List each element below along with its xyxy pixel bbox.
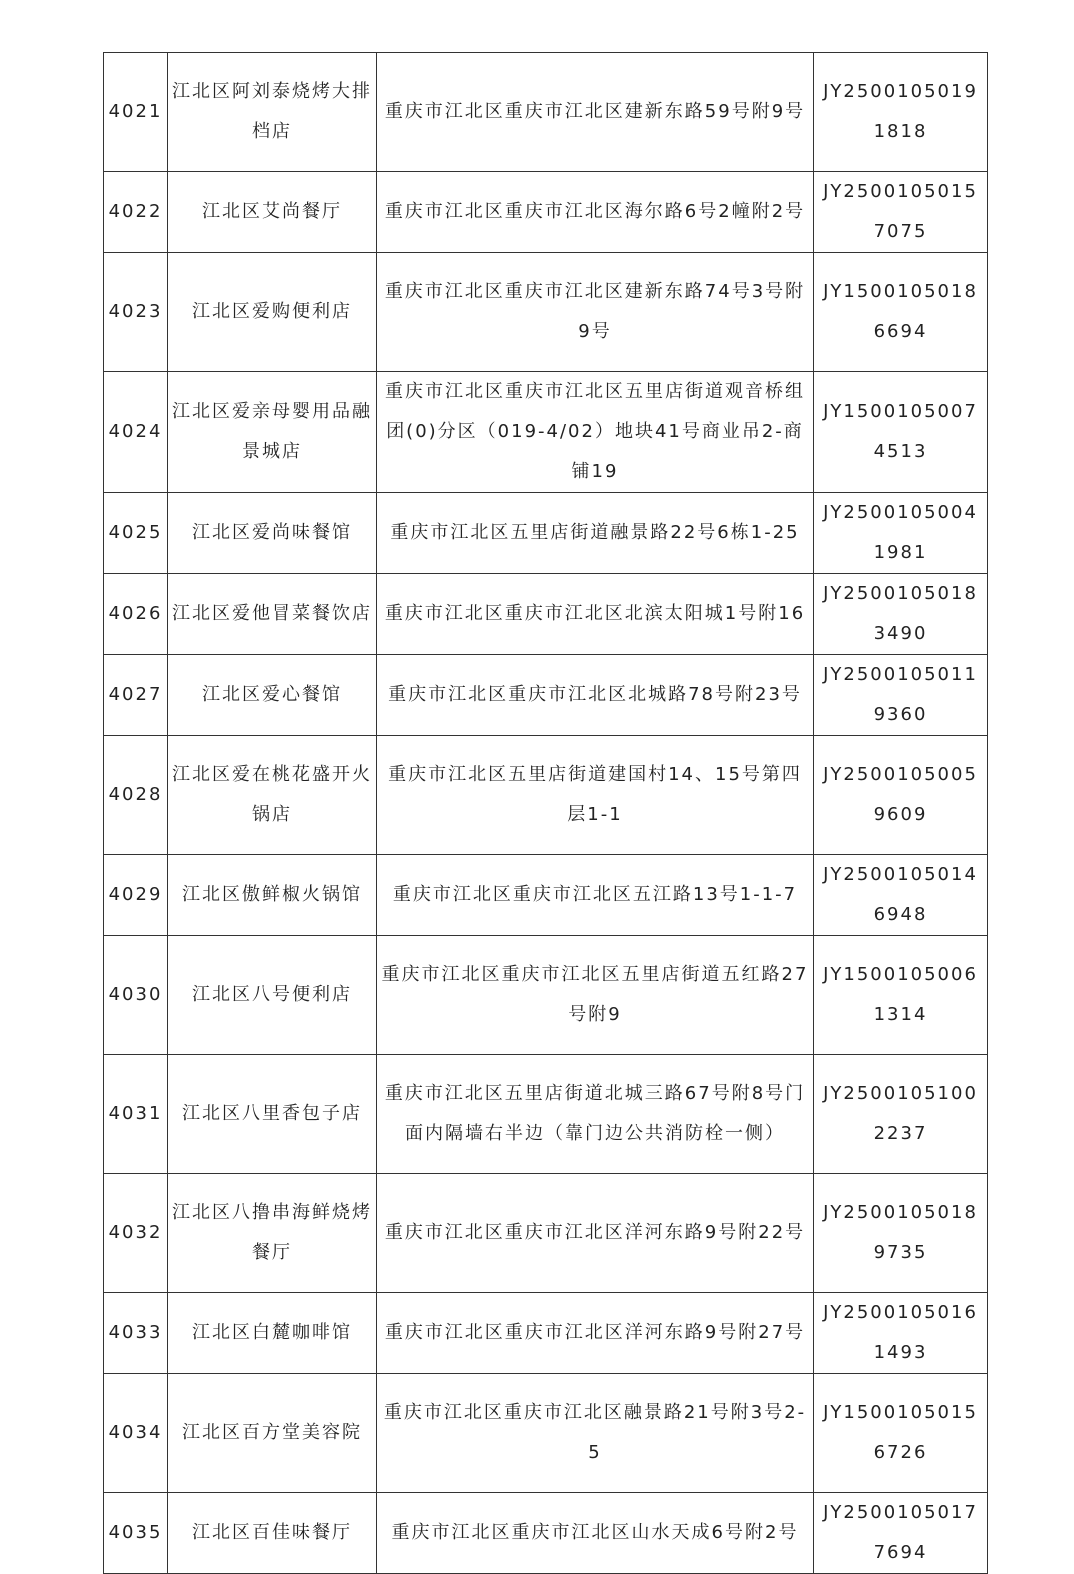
business-name-cell: 江北区八号便利店	[168, 936, 377, 1055]
table-row	[104, 574, 988, 655]
row-number-cell: 4035	[104, 1493, 168, 1574]
address-cell: 重庆市江北区五里店街道建国村14、15号第四层1-1	[377, 736, 814, 855]
license-table	[103, 52, 988, 1574]
business-name-cell: 江北区阿刘泰烧烤大排档店	[168, 53, 377, 172]
license-number-cell: JY15001050186694	[814, 253, 988, 372]
address-cell: 重庆市江北区重庆市江北区北滨太阳城1号附16	[377, 574, 814, 655]
row-number-cell: 4024	[104, 372, 168, 493]
license-number-cell: JY15001050074513	[814, 372, 988, 493]
table-row	[104, 53, 988, 172]
license-number-cell: JY25001050161493	[814, 1293, 988, 1374]
table-row	[104, 1493, 988, 1574]
license-number-cell: JY25001050119360	[814, 655, 988, 736]
business-name-cell: 江北区八撸串海鲜烧烤餐厅	[168, 1174, 377, 1293]
table-row	[104, 1055, 988, 1174]
license-number-cell: JY25001051002237	[814, 1055, 988, 1174]
address-cell: 重庆市江北区重庆市江北区五江路13号1-1-7	[377, 855, 814, 936]
license-number-cell: JY15001050156726	[814, 1374, 988, 1493]
table-row	[104, 655, 988, 736]
license-number-cell: JY25001050059609	[814, 736, 988, 855]
table-row	[104, 372, 988, 493]
table-row	[104, 493, 988, 574]
address-cell: 重庆市江北区重庆市江北区山水天成6号附2号	[377, 1493, 814, 1574]
row-number-cell: 4031	[104, 1055, 168, 1174]
row-number-cell: 4029	[104, 855, 168, 936]
business-name-cell: 江北区艾尚餐厅	[168, 172, 377, 253]
address-cell: 重庆市江北区重庆市江北区建新东路59号附9号	[377, 53, 814, 172]
row-number-cell: 4023	[104, 253, 168, 372]
business-name-cell: 江北区百佳味餐厅	[168, 1493, 377, 1574]
table-row	[104, 855, 988, 936]
business-name-cell: 江北区八里香包子店	[168, 1055, 377, 1174]
table-row	[104, 736, 988, 855]
table-row	[104, 253, 988, 372]
business-name-cell: 江北区爱在桃花盛开火锅店	[168, 736, 377, 855]
address-cell: 重庆市江北区五里店街道融景路22号6栋1-25	[377, 493, 814, 574]
business-name-cell: 江北区白麓咖啡馆	[168, 1293, 377, 1374]
license-number-cell: JY25001050191818	[814, 53, 988, 172]
address-cell: 重庆市江北区重庆市江北区北城路78号附23号	[377, 655, 814, 736]
row-number-cell: 4027	[104, 655, 168, 736]
row-number-cell: 4028	[104, 736, 168, 855]
table-row	[104, 1174, 988, 1293]
row-number-cell: 4022	[104, 172, 168, 253]
license-number-cell: JY25001050157075	[814, 172, 988, 253]
address-cell: 重庆市江北区重庆市江北区融景路21号附3号2-5	[377, 1374, 814, 1493]
business-name-cell: 江北区傲鲜椒火锅馆	[168, 855, 377, 936]
license-number-cell: JY15001050061314	[814, 936, 988, 1055]
business-name-cell: 江北区爱他冒菜餐饮店	[168, 574, 377, 655]
license-number-cell: JY25001050183490	[814, 574, 988, 655]
business-name-cell: 江北区爱尚味餐馆	[168, 493, 377, 574]
address-cell: 重庆市江北区重庆市江北区海尔路6号2幢附2号	[377, 172, 814, 253]
license-number-cell: JY25001050146948	[814, 855, 988, 936]
address-cell: 重庆市江北区重庆市江北区建新东路74号3号附9号	[377, 253, 814, 372]
business-name-cell: 江北区爱心餐馆	[168, 655, 377, 736]
row-number-cell: 4034	[104, 1374, 168, 1493]
address-cell: 重庆市江北区重庆市江北区五里店街道五红路27号附9	[377, 936, 814, 1055]
address-cell: 重庆市江北区重庆市江北区洋河东路9号附27号	[377, 1293, 814, 1374]
row-number-cell: 4032	[104, 1174, 168, 1293]
row-number-cell: 4026	[104, 574, 168, 655]
table-row	[104, 1293, 988, 1374]
table-row	[104, 1374, 988, 1493]
row-number-cell: 4021	[104, 53, 168, 172]
business-name-cell: 江北区爱购便利店	[168, 253, 377, 372]
license-number-cell: JY25001050189735	[814, 1174, 988, 1293]
license-number-cell: JY25001050177694	[814, 1493, 988, 1574]
address-cell: 重庆市江北区重庆市江北区洋河东路9号附22号	[377, 1174, 814, 1293]
business-name-cell: 江北区百方堂美容院	[168, 1374, 377, 1493]
table-body	[104, 53, 988, 1574]
business-name-cell: 江北区爱亲母婴用品融景城店	[168, 372, 377, 493]
address-cell: 重庆市江北区重庆市江北区五里店街道观音桥组团(0)分区（019-4/02）地块41号商业吊2-商铺19	[377, 372, 814, 493]
table-row	[104, 936, 988, 1055]
row-number-cell: 4025	[104, 493, 168, 574]
address-cell: 重庆市江北区五里店街道北城三路67号附8号门面内隔墙右半边（靠门边公共消防栓一侧）	[377, 1055, 814, 1174]
license-number-cell: JY25001050041981	[814, 493, 988, 574]
row-number-cell: 4033	[104, 1293, 168, 1374]
row-number-cell: 4030	[104, 936, 168, 1055]
table-row	[104, 172, 988, 253]
